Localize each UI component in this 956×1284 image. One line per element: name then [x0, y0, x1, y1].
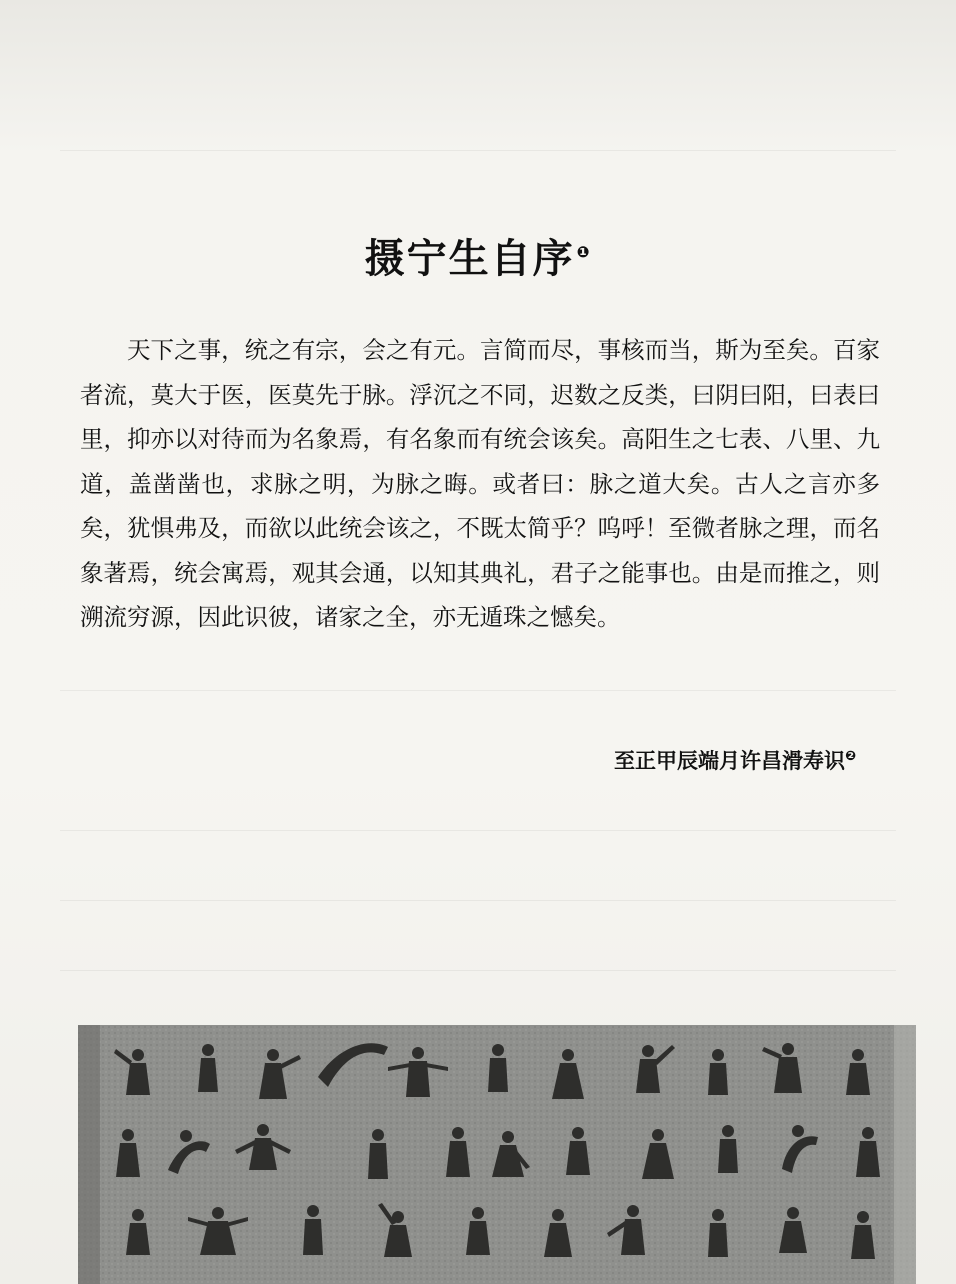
show-through-line	[60, 970, 896, 971]
signature-footnote-marker: ❷	[844, 749, 856, 764]
title-text: 摄宁生自序	[364, 235, 575, 282]
signature-text: 至正甲辰端月许昌滑寿识	[613, 749, 845, 773]
show-through-line	[60, 150, 896, 151]
show-through-line	[60, 900, 896, 901]
show-through-line	[60, 690, 896, 691]
preface-paragraph: 天下之事，统之有宗，会之有元。言简而尽，事核而当，斯为至矣。百家者流，莫大于医，医莫先于脉。浮沉之不同，迟数之反类，曰阴曰阳，曰表曰里，抑亦以对待而为名象焉，有名象而有统会该矣。高阳生之七表、八里、九道，盖凿凿也，求脉之明，为脉之晦。或者曰：脉之道大矣。古人之言亦多矣，犹惧弗及，而欲以此统会该之，不既太简乎？呜呼！至微者脉之理，而名象著焉，统会寓焉，观其会通，以知其典礼，君子之能事也。由是而推之，则溯流穷源，因此识彼，诸家之全，亦无遁珠之憾矣。	[80, 336, 880, 631]
show-through-line	[60, 830, 896, 831]
page-title	[0, 227, 956, 284]
figure-drawing	[78, 1025, 916, 1284]
preface-body	[80, 328, 880, 640]
signature-line	[614, 745, 856, 775]
daoyin-figure-illustration	[78, 1025, 916, 1284]
title-footnote-marker: ❶	[576, 243, 592, 262]
